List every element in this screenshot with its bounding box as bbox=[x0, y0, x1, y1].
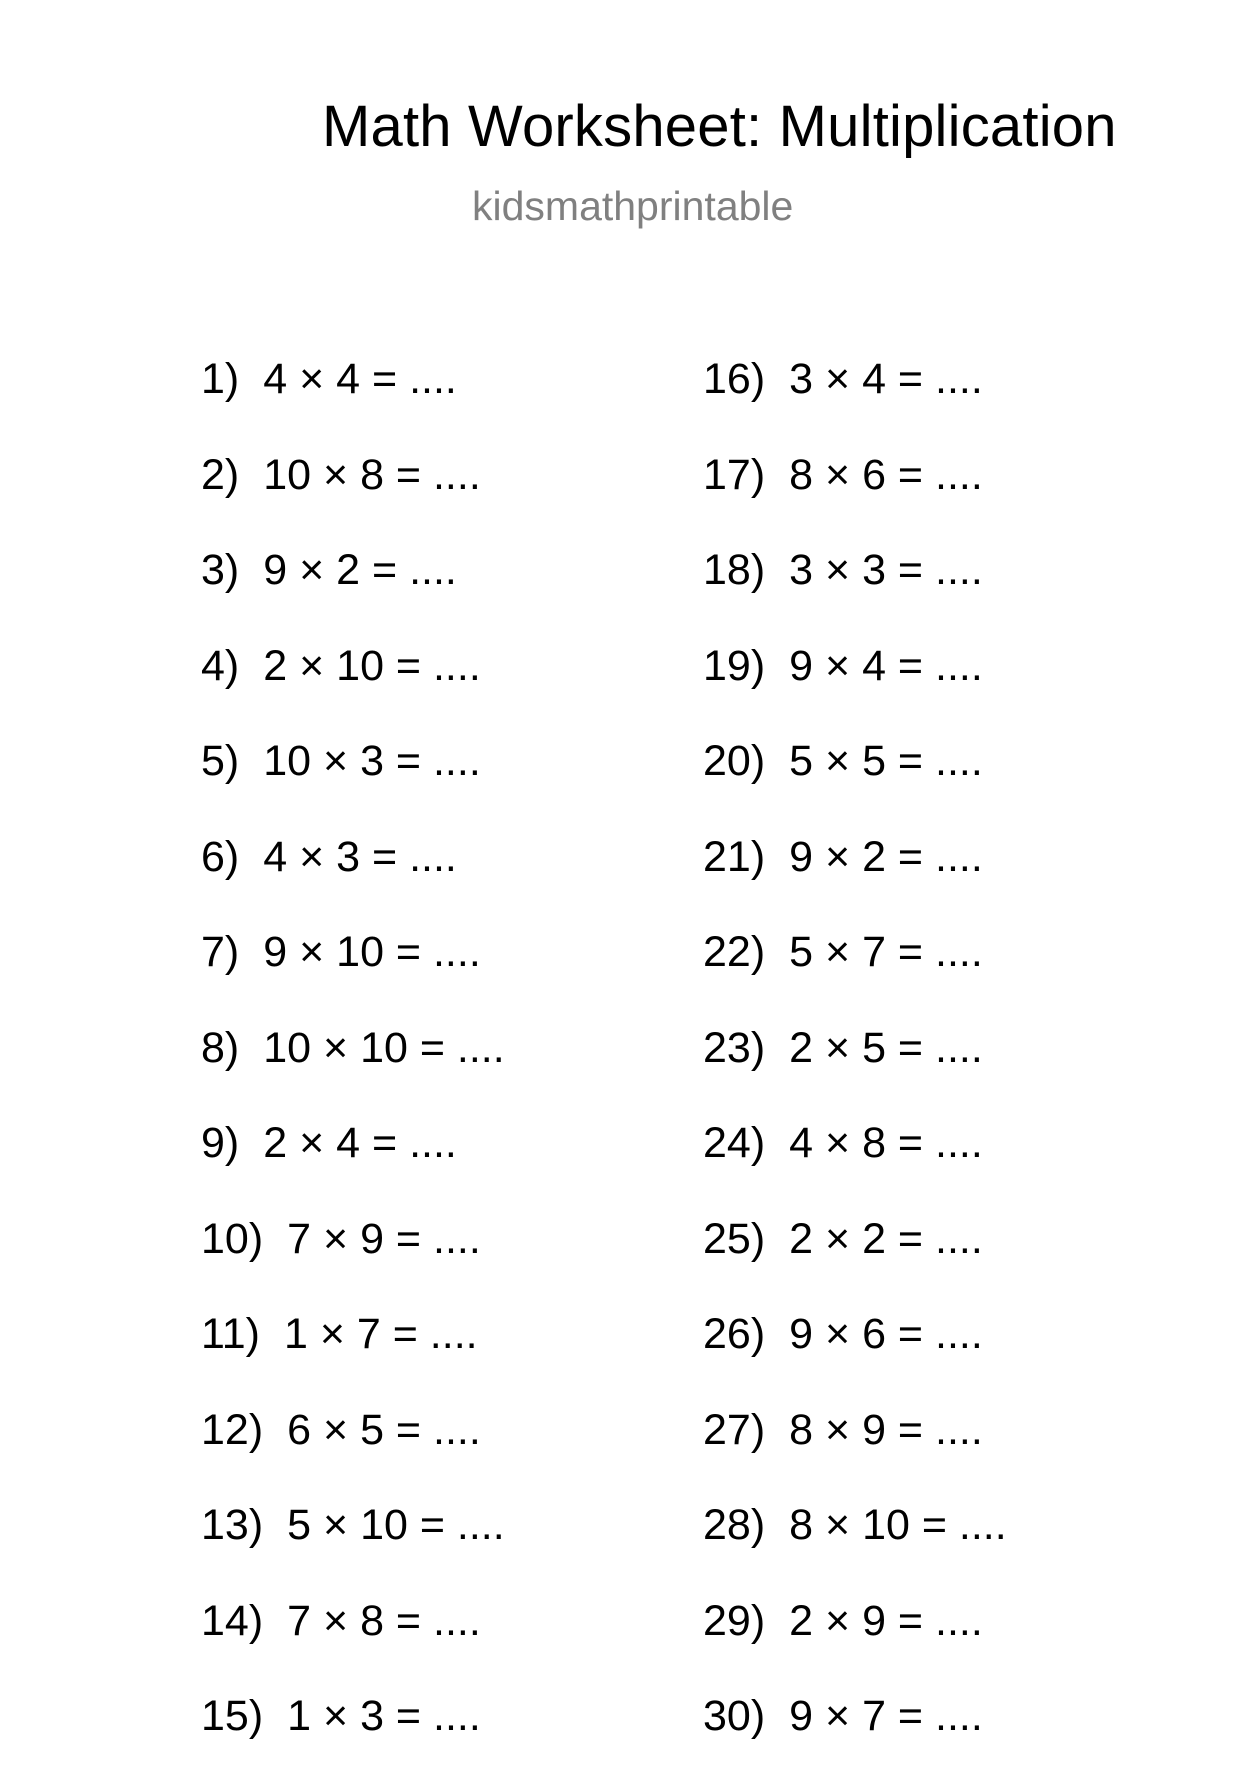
page-title: Math Worksheet: Multiplication bbox=[322, 94, 1117, 159]
problem-expression: 10 × 10 = .... bbox=[263, 1023, 505, 1072]
problem-number: 19) bbox=[703, 641, 766, 690]
problem-item bbox=[201, 1596, 505, 1696]
problem-expression: 9 × 7 = .... bbox=[789, 1692, 983, 1740]
problem-item bbox=[703, 450, 1007, 550]
problem-number: 30) bbox=[703, 1692, 766, 1740]
problem-number: 27) bbox=[703, 1405, 766, 1454]
problem-number: 1) bbox=[201, 355, 240, 403]
problem-number: 11) bbox=[201, 1310, 260, 1358]
problem-number: 25) bbox=[703, 1214, 766, 1263]
problem-number: 16) bbox=[703, 355, 766, 403]
problem-item bbox=[703, 737, 1007, 836]
problem-item bbox=[703, 641, 1007, 741]
problem-expression: 9 × 6 = .... bbox=[789, 1310, 983, 1358]
problem-number: 26) bbox=[703, 1310, 766, 1358]
problem-number: 8) bbox=[201, 1023, 240, 1072]
problem-number: 15) bbox=[201, 1692, 264, 1740]
problem-item bbox=[703, 1692, 1007, 1791]
problem-item bbox=[201, 737, 505, 836]
problem-expression: 8 × 6 = .... bbox=[789, 450, 983, 499]
problem-expression: 8 × 9 = .... bbox=[789, 1405, 983, 1454]
problem-number: 4) bbox=[201, 641, 240, 690]
problem-item bbox=[703, 1596, 1007, 1696]
problem-number: 29) bbox=[703, 1596, 766, 1645]
problem-number: 13) bbox=[201, 1501, 264, 1549]
problem-item bbox=[201, 1310, 505, 1409]
problem-expression: 9 × 4 = .... bbox=[789, 641, 983, 690]
problem-expression: 8 × 10 = .... bbox=[789, 1501, 1007, 1549]
problem-expression: 2 × 5 = .... bbox=[789, 1023, 983, 1072]
problem-expression: 3 × 4 = .... bbox=[789, 355, 983, 403]
problem-expression: 10 × 8 = .... bbox=[263, 450, 481, 499]
problem-column-left bbox=[201, 355, 505, 1791]
problem-item bbox=[201, 450, 505, 550]
problem-expression: 2 × 9 = .... bbox=[789, 1596, 983, 1645]
problem-number: 23) bbox=[703, 1023, 766, 1072]
problem-expression: 7 × 8 = .... bbox=[287, 1596, 481, 1645]
problem-expression: 7 × 9 = .... bbox=[287, 1214, 481, 1263]
problem-item bbox=[703, 1119, 1007, 1218]
problem-number: 17) bbox=[703, 450, 766, 499]
problem-item bbox=[201, 355, 505, 454]
problem-number: 2) bbox=[201, 450, 240, 499]
problem-expression: 10 × 3 = .... bbox=[263, 737, 481, 785]
problem-expression: 1 × 7 = .... bbox=[283, 1310, 478, 1358]
problem-number: 21) bbox=[703, 832, 766, 881]
problem-expression: 5 × 10 = .... bbox=[287, 1501, 505, 1549]
problem-number: 24) bbox=[703, 1119, 766, 1167]
problem-item bbox=[201, 1501, 505, 1600]
problem-number: 22) bbox=[703, 928, 766, 976]
problem-item bbox=[703, 928, 1007, 1027]
problem-item bbox=[703, 1405, 1007, 1505]
problem-item bbox=[201, 832, 505, 932]
problem-item bbox=[703, 1023, 1007, 1123]
problem-item bbox=[201, 1692, 505, 1791]
problem-expression: 2 × 10 = .... bbox=[263, 641, 481, 690]
problem-number: 12) bbox=[201, 1405, 264, 1454]
problem-number: 10) bbox=[201, 1214, 264, 1263]
problem-expression: 9 × 10 = .... bbox=[263, 928, 481, 976]
problem-item bbox=[703, 832, 1007, 932]
problem-number: 28) bbox=[703, 1501, 766, 1549]
problem-number: 9) bbox=[201, 1119, 240, 1167]
problem-number: 3) bbox=[201, 546, 240, 594]
problem-item bbox=[201, 546, 505, 645]
problem-expression: 9 × 2 = .... bbox=[263, 546, 457, 594]
problem-item bbox=[201, 1023, 505, 1123]
problem-column-right bbox=[703, 355, 1007, 1791]
problem-expression: 9 × 2 = .... bbox=[789, 832, 983, 881]
problem-expression: 4 × 8 = .... bbox=[789, 1119, 983, 1167]
site-name: kidsmathprintable bbox=[472, 183, 794, 229]
problem-expression: 4 × 3 = .... bbox=[263, 832, 457, 881]
problem-item bbox=[703, 355, 1007, 454]
problem-number: 18) bbox=[703, 546, 766, 594]
problem-item bbox=[201, 1119, 505, 1218]
problem-number: 6) bbox=[201, 832, 240, 881]
problem-expression: 1 × 3 = .... bbox=[287, 1692, 481, 1740]
problem-expression: 2 × 4 = .... bbox=[263, 1119, 457, 1167]
problem-item bbox=[703, 1501, 1007, 1600]
problem-item bbox=[201, 641, 505, 741]
problem-number: 7) bbox=[201, 928, 240, 976]
problem-item bbox=[703, 1310, 1007, 1409]
problem-item bbox=[703, 546, 1007, 645]
problem-expression: 6 × 5 = .... bbox=[287, 1405, 481, 1454]
problem-expression: 4 × 4 = .... bbox=[263, 355, 457, 403]
problem-item bbox=[201, 1214, 505, 1314]
problem-expression: 5 × 5 = .... bbox=[789, 737, 983, 785]
problem-item bbox=[201, 928, 505, 1027]
problem-expression: 2 × 2 = .... bbox=[789, 1214, 983, 1263]
problem-item bbox=[201, 1405, 505, 1505]
problem-number: 5) bbox=[201, 737, 240, 785]
problem-expression: 5 × 7 = .... bbox=[789, 928, 983, 976]
problem-number: 20) bbox=[703, 737, 766, 785]
problem-item bbox=[703, 1214, 1007, 1314]
problem-number: 14) bbox=[201, 1596, 264, 1645]
problem-expression: 3 × 3 = .... bbox=[789, 546, 983, 594]
